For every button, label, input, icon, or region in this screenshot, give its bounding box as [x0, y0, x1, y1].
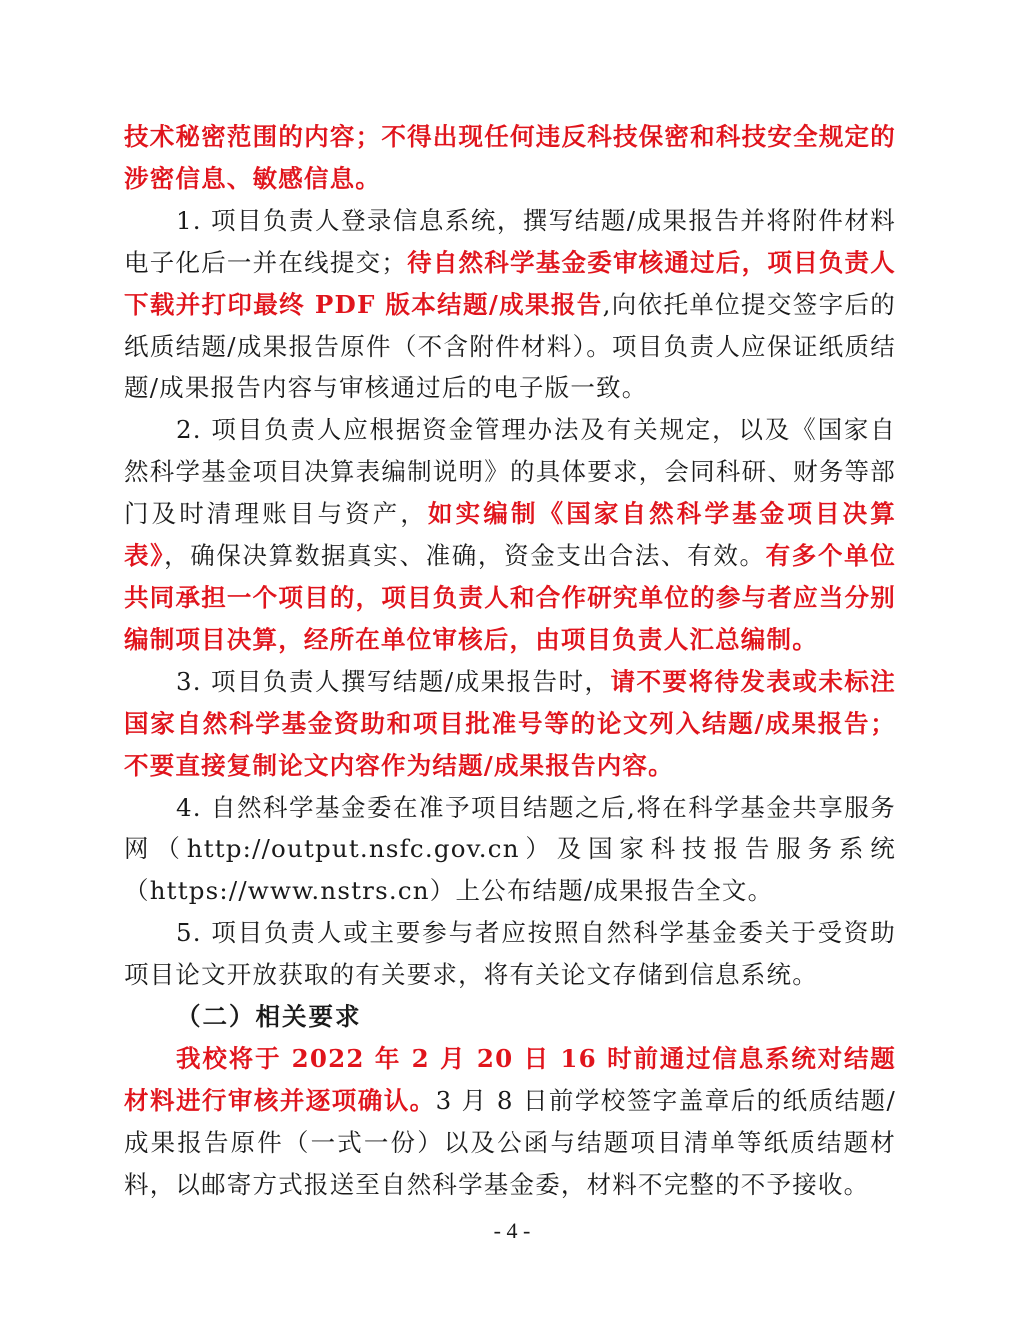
emphasis-text: 技术秘密范围的内容；不得出现任何违反科技保密和科技安全规定的涉密信息、敏感信息。 — [124, 122, 896, 193]
body-text: 3 月 8 日前学校签字盖章后的纸质结题/成果报告原件（一式一份）以及公函与结题项目清单等纸质结题材料，以邮寄方式报送至自然科学基金委，材料不完整的不予接收。 — [124, 1085, 896, 1199]
emphasis-text: 请不要将待发表或未标注国家自然科学基金资助和项目批准号等的论文列入结题/成果报告；不要直接复制论文内容作为结题/成果报告内容。 — [124, 666, 897, 780]
body-text: 2. 项目负责人应根据资金管理办法及有关规定，以及《国家自然科学基金项目决算表编制说明》的具体要求，会同科研、财务等部门及时清理账目与资产， — [124, 415, 896, 529]
emphasis-text: 如实编制《国家自然科学基金项目决算表》 — [124, 499, 896, 571]
page-number: - 4 - — [493, 1218, 531, 1243]
paragraph-item-1 — [124, 200, 896, 410]
paragraph-item-5 — [124, 912, 896, 996]
body-text: 1. 项目负责人登录信息系统，撰写结题/成果报告并将附件材料电子化后一并在线提交； — [124, 205, 896, 277]
body-text: ，确保决算数据真实、准确，资金支出合法、有效。 — [164, 541, 766, 571]
body-text: 3. 项目负责人撰写结题/成果报告时， — [176, 666, 611, 696]
section-heading-requirements — [124, 996, 896, 1038]
body-text: 5. 项目负责人或主要参与者应按照自然科学基金委关于受资助项目论文开放获取的有关要求，将有关论文存储到信息系统。 — [124, 918, 896, 990]
body-text: 4. 自然科学基金委在准予项目结题之后,将在科学基金共享服务网（http://output.nsfc.gov.cn）及国家科技报告服务系统（https://www.nstrs.cn）上公布结题/成果报告全文。 — [124, 792, 896, 906]
paragraph-confidentiality — [124, 116, 896, 200]
emphasis-text: 我校将于 2022 年 2 月 20 日 16 时前通过信息系统对结题材料进行审核并逐项确认。 — [124, 1043, 896, 1115]
emphasis-text: 待自然科学基金委审核通过后，项目负责人下载并打印最终 PDF 版本结题/成果报告 — [124, 247, 896, 319]
body-text: ,向依托单位提交签字后的纸质结题/成果报告原件（不含附件材料）。项目负责人应保证纸质结题/成果报告内容与审核通过后的电子版一致。 — [124, 289, 896, 403]
heading-text: （二）相关要求 — [176, 1002, 362, 1032]
paragraph-item-3 — [124, 661, 896, 787]
paragraph-item-2 — [124, 409, 896, 660]
emphasis-text: 有多个单位共同承担一个项目的，项目负责人和合作研究单位的参与者应当分别编制项目决算，经所在单位审核后，由项目负责人汇总编制。 — [124, 541, 896, 654]
paragraph-requirements — [124, 1038, 896, 1206]
paragraph-item-4 — [124, 787, 896, 913]
document-body — [124, 116, 896, 1206]
